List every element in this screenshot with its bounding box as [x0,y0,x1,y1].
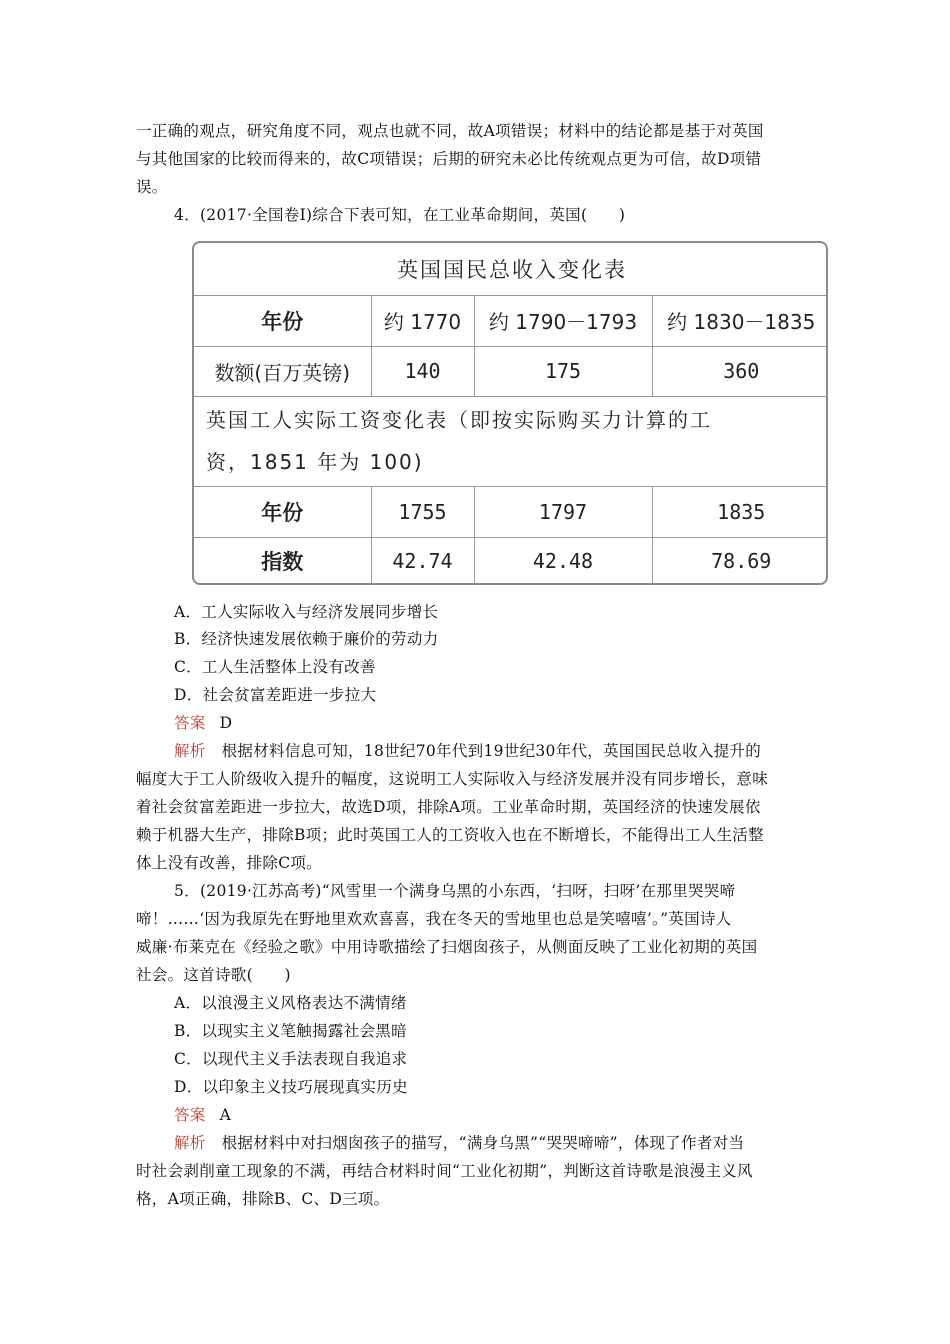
q4-stem: 4．(2017·全国卷Ⅰ)综合下表可知，在工业革命期间，英国( ) [174,206,626,224]
analysis-text: 根据材料信息可知，18世纪70年代到19世纪30年代，英国国民总收入提升的 [221,742,762,760]
q5-stem-line-4: 社会。这首诗歌( ) [136,966,291,984]
q4-option-c: C．工人生活整体上没有改善 [174,658,376,676]
amount-cell: 140 [371,346,474,396]
answer-label: 答案 [174,1106,206,1124]
q5-stem-line-1: 5．(2019·江苏高考)“风雪里一个满身乌黑的小东西，‘扫呀，扫呀’在那里哭哭啼 [174,882,736,900]
year-cell: 约 1770 [371,295,474,346]
q5-stem-line-2: 啼！……‘因为我原先在野地里欢欢喜喜，我在冬天的雪地里也总是笑嘻嘻’。”英国诗人 [136,910,732,928]
index-cell: 42.48 [474,537,652,585]
amount-cell: 175 [474,346,652,396]
q5-answer-row [174,1105,231,1125]
q5-option-b: B．以现实主义笔触揭露社会黑暗 [174,1022,407,1040]
answer-label: 答案 [174,714,206,732]
analysis-text: 根据材料中对扫烟囱孩子的描写，“满身乌黑”“哭哭啼啼”，体现了作者对当 [221,1134,745,1152]
income-wage-table [192,241,828,585]
table-title-wage-line-1: 英国工人实际工资变化表（即按实际购买力计算的工 [206,408,712,432]
table-title-income: 英国国民总收入变化表 [194,243,828,295]
row-label-index: 指数 [194,537,371,585]
q5-analysis-line-3: 格，A项正确，排除B、C、D三项。 [136,1190,390,1208]
table-title-wage [194,396,828,486]
q5-stem-line-3: 威廉·布莱克在《经验之歌》中用诗歌描绘了扫烟囱孩子，从侧面反映了工业化初期的英国 [136,938,758,956]
year-cell: 约 1830－1835 [652,295,828,346]
q5-analysis-line-1 [174,1133,744,1153]
intro-line-1: 一正确的观点，研究角度不同，观点也就不同，故A项错误；材料中的结论都是基于对英国 [136,122,764,140]
q4-option-d: D．社会贫富差距进一步拉大 [174,686,377,704]
q5-analysis-line-2: 时社会剥削童工现象的不满，再结合材料时间“工业化初期”，判断这首诗歌是浪漫主义风 [136,1162,753,1180]
answer-value: A [219,1106,232,1124]
year-cell: 1797 [474,486,652,537]
year-cell: 1755 [371,486,474,537]
row-label-year-2: 年份 [194,486,371,537]
intro-line-3: 误。 [136,178,168,196]
year-cell: 1835 [652,486,828,537]
q4-option-b: B．经济快速发展依赖于廉价的劳动力 [174,630,439,648]
q4-option-a: A．工人实际收入与经济发展同步增长 [174,603,439,621]
q4-analysis-line-1 [174,741,761,761]
analysis-label: 解析 [174,1134,206,1152]
row-label-amount: 数额(百万英镑) [194,346,371,396]
row-label-year: 年份 [194,295,371,346]
q4-analysis-line-2: 幅度大于工人阶级收入提升的幅度，这说明工人实际收入与经济发展并没有同步增长，意味 [136,770,769,788]
index-cell: 78.69 [652,537,828,585]
q5-option-d: D．以印象主义技巧展现真实历史 [174,1078,408,1096]
q5-option-a: A．以浪漫主义风格表达不满情绪 [174,994,407,1012]
index-cell: 42.74 [371,537,474,585]
table-title-wage-line-2: 资，1851 年为 100) [206,450,424,474]
year-cell: 约 1790－1793 [474,295,652,346]
intro-line-2: 与其他国家的比较而得来的，故C项错误；后期的研究未必比传统观点更为可信，故D项错 [136,150,762,168]
q4-analysis-line-3: 着社会贫富差距进一步拉大，故选D项，排除A项。工业革命时期，英国经济的快速发展依 [136,798,761,816]
analysis-label: 解析 [174,742,206,760]
answer-value: D [219,714,233,732]
q5-option-c: C．以现代主义手法表现自我追求 [174,1050,408,1068]
q4-analysis-line-5: 体上没有改善，排除C项。 [136,854,322,872]
q4-analysis-line-4: 赖于机器大生产，排除B项；此时英国工人的工资收入也在不断增长，不能得出工人生活整 [136,826,764,844]
q4-answer-row [174,713,232,733]
amount-cell: 360 [652,346,828,396]
